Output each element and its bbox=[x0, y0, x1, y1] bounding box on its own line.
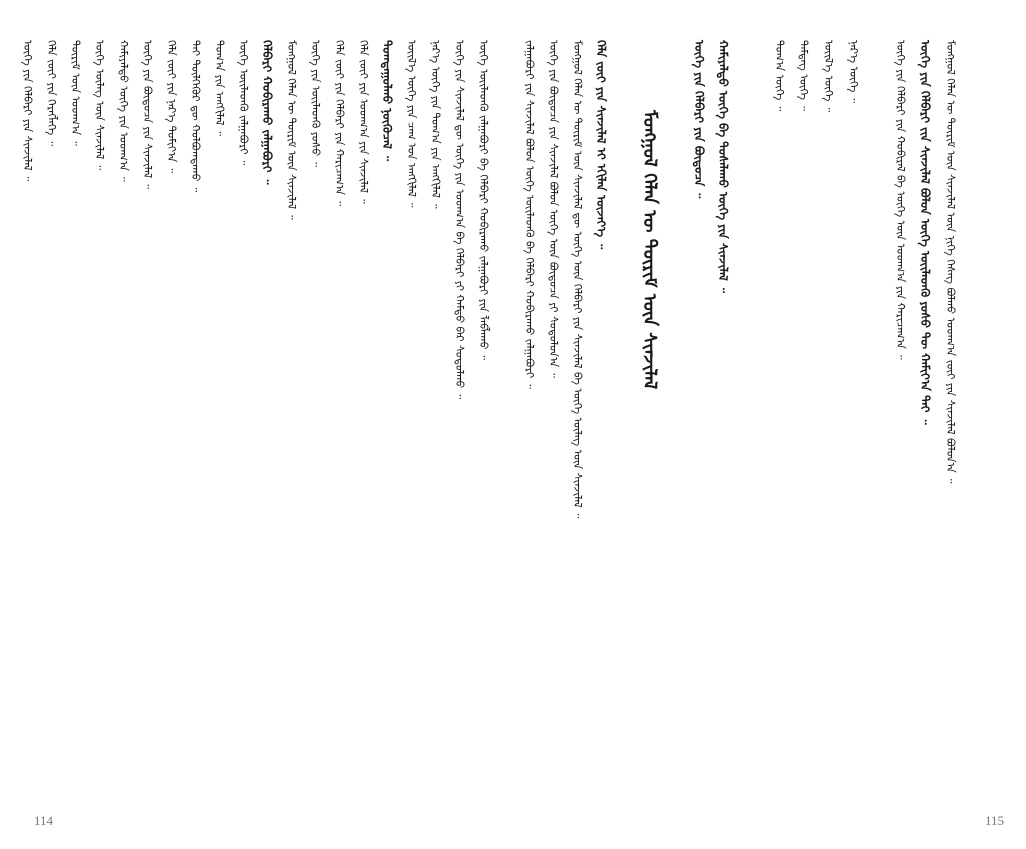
text-column: ᠲᠡᠮᠳᠡᠭ ᠦᠭᠡ ᠃ bbox=[797, 40, 810, 111]
text-column: ᠦᠭᠡ ᠶᠢᠨ ᠦᠢᠯᠡᠳᠬᠦ ᠶᠣᠰᠣ ᠃ bbox=[309, 40, 322, 167]
text-column: ᠬᠡᠯᠡ ᠵᠦᠢ ᠶᠢᠨ ᠬᠡᠯᠪᠡᠷᠢ ᠶᠢᠨ ᠬᠠᠷᠢᠴᠠᠭ᠎ᠠ ᠃ bbox=[333, 40, 346, 206]
text-column: ᠲᠣᠭ᠎ᠠ ᠶᠢᠨ ᠠᠩᠭᠢᠯᠠᠯ ᠃ bbox=[213, 40, 226, 137]
text-column: ᠦᠭᠡ ᠶᠢᠨ ᠬᠡᠯᠪᠡᠷᠢ ᠶᠢᠨ ᠪᠦᠲᠦᠴᠡ ᠃ bbox=[692, 40, 706, 199]
text-column: ᠦᠭᠡ ᠶᠢᠨ ᠬᠡᠯᠪᠡᠷᠢ ᠶᠢᠨ ᠬᠤᠪᠢᠷᠠᠯ ᠪᠠ ᠦᠭᠡ ᠦᠨ ᠤᠳᠬ᠎ᠠ ᠶᠢᠨ ᠬᠠᠷᠢᠴᠠᠭ᠎ᠠ ᠃ bbox=[894, 40, 907, 360]
text-column: ᠳᠦᠷᠢᠮ ᠦᠨ ᠤᠳᠬ᠎ᠠ ᠃ bbox=[69, 40, 82, 146]
text-column: ᠮᠣᠩᠭᠣᠯ ᠬᠡᠯᠡᠨ ᠦ ᠳᠦᠷᠢᠮ ᠦᠨ ᠰᠢᠨᠵᠢᠯᠡᠯ ᠦᠨ ᠨᠢᠭᠡ ᠬᠡᠰᠡᠭ ᠪᠣᠯᠬᠤ ᠤᠳᠬ᠎ᠠ ᠵᠦᠢ ᠶᠢᠨ ᠰᠢᠨᠵᠢᠯᠡᠯ ᠪᠣᠯᠤᠨ᠎ᠠ ᠃ bbox=[944, 40, 957, 484]
text-column: ᠲᠡᠢ ᠲᠦᠯᠭᠡᠭᠦᠷ ᠳᠦ ᠬᠣᠯᠪᠤᠭᠳᠠᠬᠤ ᠃ bbox=[189, 40, 202, 193]
text-column: ᠦᠭᠡ ᠶᠢᠨ ᠰᠢᠨᠵᠢᠯᠡᠯ ᠳᠦ ᠦᠭᠡ ᠶᠢᠨ ᠤᠳᠬ᠎ᠠ ᠪᠠ ᠬᠡᠯᠪᠡᠷᠢ ᠶᠢ ᠬᠠᠮᠲᠤ ᠪᠠᠷ ᠰᠤᠳᠤᠯᠬᠤ ᠃ bbox=[453, 40, 466, 399]
text-column: ᠦᠢᠯ᠎ᠡ ᠦᠭᠡ ᠶᠢᠨ ᠴᠠᠭ ᠤᠨ ᠠᠩᠭᠢᠯᠠᠯ ᠃ bbox=[405, 40, 418, 208]
text-column: ᠬᠡᠯᠪᠡᠷᠢ ᠬᠤᠪᠢᠷᠠᠬᠤ ᠵᠠᠯᠭᠠᠪᠤᠷᠢ ᠃ bbox=[260, 40, 274, 185]
text-column: ᠦᠢᠯ᠎ᠡ ᠦᠭᠡ ᠃ bbox=[822, 40, 835, 113]
page-number-right: 115 bbox=[985, 813, 1005, 828]
text-column: ᠦᠭᠡ ᠦᠯᠡᠭ ᠦᠨ ᠰᠢᠨᠵᠢᠯᠡᠯ ᠃ bbox=[93, 40, 106, 170]
text-column: ᠦᠭᠡ ᠶᠢᠨ ᠪᠦᠲᠦᠴᠡ ᠶᠢᠨ ᠰᠢᠨᠵᠢᠯᠡᠯ ᠃ bbox=[141, 40, 154, 189]
page-number-left: 114 bbox=[34, 813, 54, 828]
text-column: ᠲᠣᠭ᠎ᠠ ᠦᠭᠡ ᠃ bbox=[773, 40, 786, 112]
text-column: ᠬᠡᠯᠡ ᠵᠦᠢ ᠶᠢᠨ ᠤᠳᠬ᠎ᠠ ᠶᠢᠨ ᠰᠢᠨᠵᠢᠯᠡᠯ ᠃ bbox=[357, 40, 370, 204]
text-column: ᠵᠠᠯᠭᠠᠪᠤᠷᠢ ᠶᠢᠨ ᠰᠢᠨᠵᠢᠯᠡᠯ ᠪᠣᠯᠤᠨ ᠦᠭᠡ ᠦᠢᠯᠡᠳᠬᠦ ᠪᠠ ᠬᠡᠯᠪᠡᠷᠢ ᠬᠤᠪᠢᠷᠠᠬᠤ ᠵᠠᠯᠭᠠᠪᠤᠷᠢ ᠃ bbox=[523, 40, 536, 389]
section-title: ᠮᠣᠩᠭᠣᠯ ᠬᠡᠯᠡᠨ ᠦ ᠳᠦᠷᠢᠮ ᠦᠨ ᠰᠢᠨᠵᠢᠯᠡᠯ bbox=[639, 110, 660, 390]
text-column: ᠮᠣᠩᠭᠣᠯ ᠬᠡᠯᠡᠨ ᠦ ᠳᠦᠷᠢᠮ ᠦᠨ ᠰᠢᠨᠵᠢᠯᠡᠯ ᠃ bbox=[285, 40, 298, 220]
text-column: ᠨᠡᠷ᠎ᠡ ᠦᠭᠡ ᠃ bbox=[847, 40, 860, 104]
text-column: ᠬᠠᠮᠢᠶᠠᠯᠲᠤ ᠦᠭᠡ ᠪᠠ ᠲᠤᠰᠠᠯᠠᠬᠤ ᠦᠭᠡ ᠶᠢᠨ ᠰᠢᠨᠵᠢᠯᠡᠯ ᠃ bbox=[716, 40, 730, 293]
text-column: ᠦᠭᠡ ᠦᠢᠯᠡᠳᠬᠦ ᠵᠠᠯᠭᠠᠪᠤᠷᠢ ᠪᠠ ᠬᠡᠯᠪᠡᠷᠢ ᠬᠤᠪᠢᠷᠠᠬᠤ ᠵᠠᠯᠭᠠᠪᠤᠷᠢ ᠶᠢᠨ ᠯᠠᠪᠯᠠᠬᠤ ᠃ bbox=[477, 40, 490, 361]
text-column: ᠨᠡᠷ᠎ᠡ ᠦᠭᠡ ᠶᠢᠨ ᠲᠣᠭ᠎ᠠ ᠶᠢᠨ ᠠᠩᠭᠢᠯᠠᠯ ᠃ bbox=[429, 40, 442, 209]
text-column: ᠦᠭᠡ ᠶᠢᠨ ᠪᠦᠲᠦᠴᠡ ᠶᠢᠨ ᠰᠢᠨᠵᠢᠯᠡᠯ ᠪᠣᠯᠤᠨ ᠦᠭᠡ ᠦᠨ ᠪᠦᠲᠦᠴᠡ ᠶᠢ ᠰᠤᠳᠤᠯᠤᠨ᠎ᠠ ᠃ bbox=[547, 40, 560, 378]
text-column: ᠲᠣᠭᠲᠠᠭᠤᠯᠬᠤ ᠨᠥᠬᠥᠴᠡᠯ ᠃ bbox=[380, 40, 394, 162]
text-column: ᠦᠭᠡ ᠶᠢᠨ ᠬᠡᠯᠪᠡᠷᠢ ᠶᠢᠨ ᠰᠢᠨᠵᠢᠯᠡᠯ ᠃ bbox=[21, 40, 34, 182]
text-column: ᠦᠭᠡ ᠦᠢᠯᠡᠳᠬᠦ ᠵᠠᠯᠭᠠᠪᠤᠷᠢ ᠃ bbox=[237, 40, 250, 166]
text-column: ᠬᠡᠯᠡ ᠵᠦᠢ ᠶᠢᠨ ᠨᠡᠷ᠎ᠡ ᠲᠣᠮᠢᠶ᠎ᠠ ᠃ bbox=[165, 40, 178, 173]
text-column: ᠬᠡᠯᠡ ᠵᠦᠢ ᠶᠢᠨ ᠰᠢᠨᠵᠢᠯᠡᠯ ᠢ ᠡᠬᠢᠯᠡᠨ ᠦᠵᠡᠶ᠎ᠡ ᠃ bbox=[594, 40, 608, 250]
text-column: ᠮᠣᠩᠭᠣᠯ ᠬᠡᠯᠡᠨ ᠦ ᠳᠦᠷᠢᠮ ᠦᠨ ᠰᠢᠨᠵᠢᠯᠡᠯ ᠳᠦ ᠦᠭᠡ ᠦᠨ ᠬᠡᠯᠪᠡᠷᠢ ᠶᠢᠨ ᠰᠢᠨᠵᠢᠯᠡᠯ ᠪᠠ ᠦᠭᠡ ᠦᠯᠡᠭ ᠦᠨ ᠰᠢᠨᠵᠢᠯᠡᠯ ᠃ bbox=[571, 40, 584, 519]
text-column: ᠦᠭᠡ ᠶᠢᠨ ᠬᠡᠯᠪᠡᠷᠢ ᠵᠢᠨ ᠰᠢᠨᠵᠢᠯᠡᠯ ᠪᠣᠯᠤᠨ ᠦᠭᠡ ᠦᠢᠯᠡᠳᠬᠦ ᠶᠣᠰᠣ ᠲᠦ ᠬᠠᠮᠢᠶ᠎ᠠ ᠲᠠᠢ ᠃ bbox=[918, 40, 932, 425]
text-column: ᠬᠡᠯᠡ ᠵᠦᠢ ᠶᠢᠨ ᠬᠡᠷᠡᠭᠯᠡᠭᠡ ᠃ bbox=[45, 40, 58, 146]
text-column: ᠬᠠᠮᠢᠶᠠᠯᠲᠤ ᠦᠭᠡ ᠶᠢᠨ ᠤᠳᠬ᠎ᠠ ᠃ bbox=[117, 40, 130, 182]
